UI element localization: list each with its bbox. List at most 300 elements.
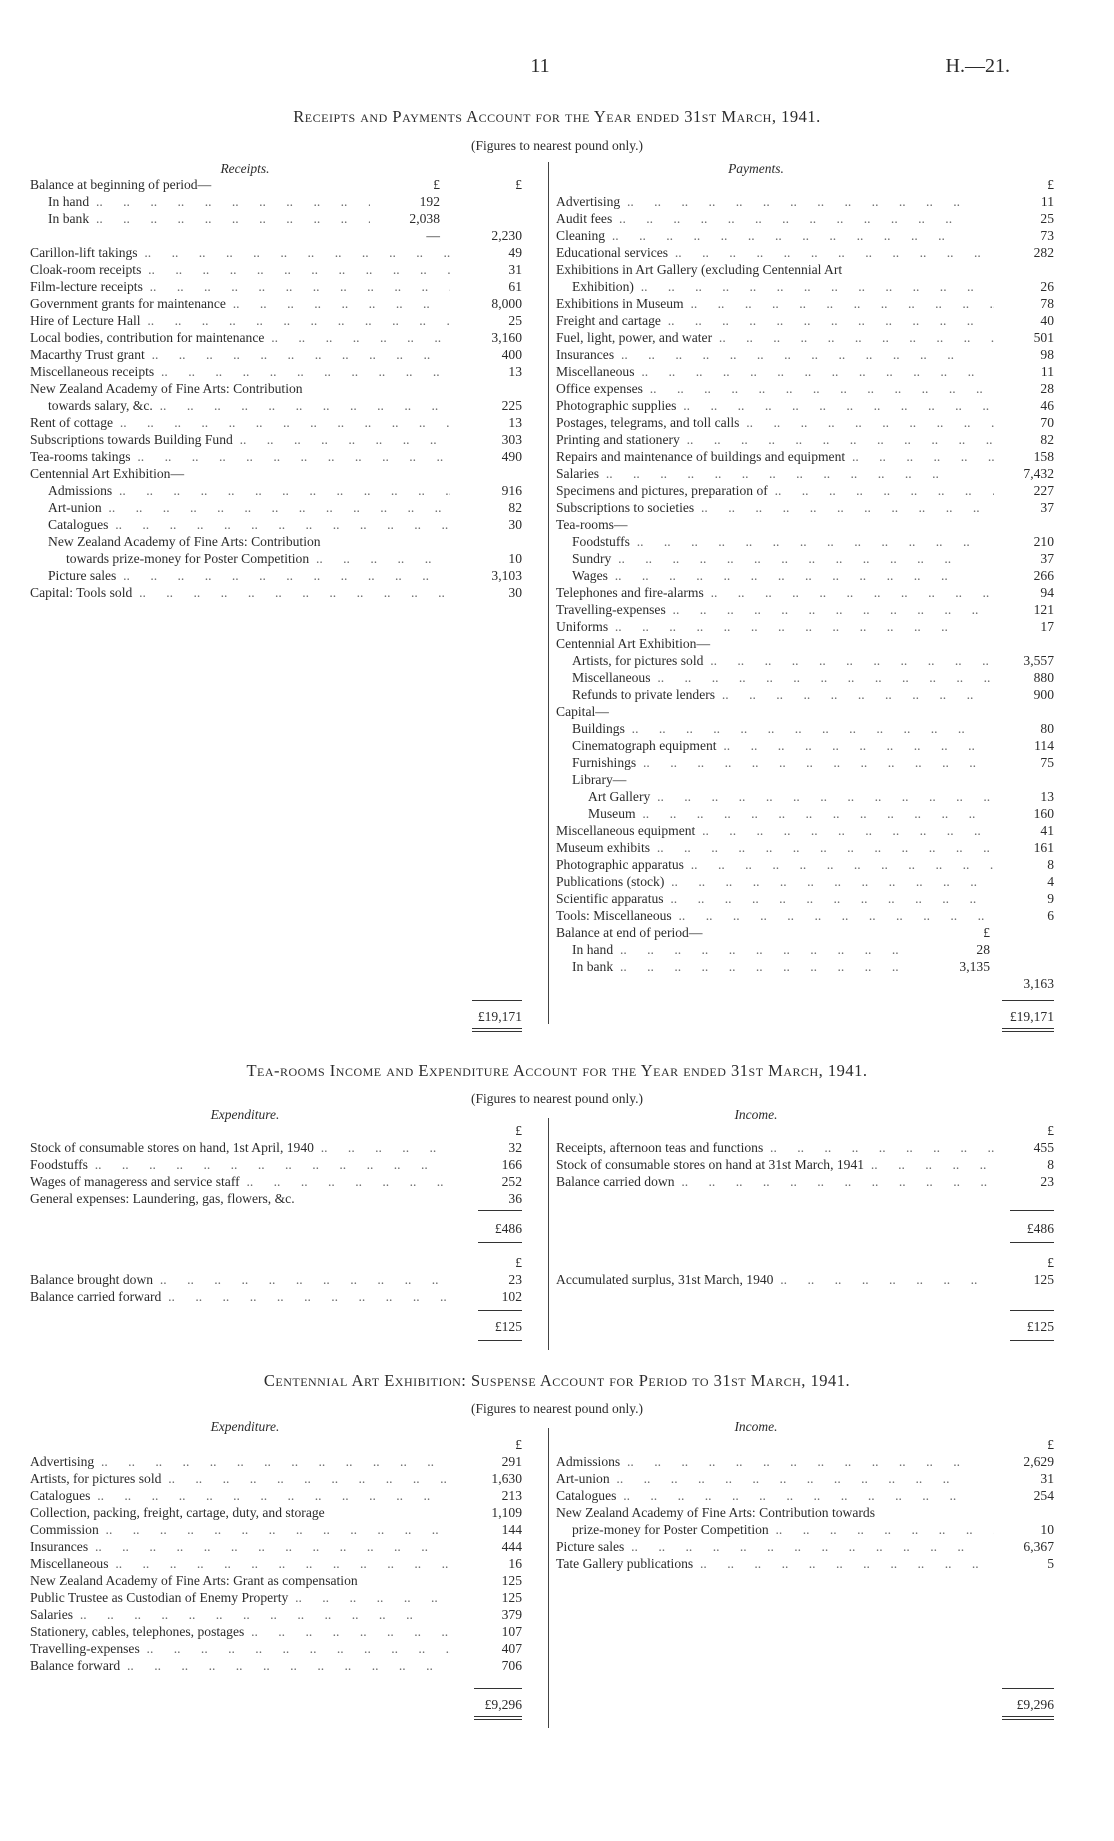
ledger-amount: 26 — [1040, 279, 1054, 294]
ledger-row — [30, 1173, 540, 1190]
ledger-amount: 75 — [1040, 755, 1054, 770]
ledger-item-label: Postages, telegrams, and toll calls .. — [556, 414, 994, 431]
ledger-amount: 303 — [501, 432, 522, 447]
ledger-amount: 2,230 — [491, 228, 522, 243]
ledger-amount: 80 — [1040, 721, 1054, 736]
total-double-rule — [1010, 1340, 1054, 1341]
ledger-row — [556, 907, 1054, 924]
ledger-item-label: Carillon-lift takings .. — [30, 244, 450, 261]
ledger-amount: £ — [515, 1437, 522, 1452]
ledger-row — [556, 1271, 1054, 1288]
ledger-row — [30, 533, 540, 550]
ledger-item-label: Wages of manageress and service staff .. — [30, 1173, 450, 1190]
ledger-row — [30, 1487, 540, 1504]
ledger-item-label: Subscriptions to societies .. — [556, 499, 994, 516]
ledger-row — [30, 1504, 540, 1521]
total-double-rule — [478, 1242, 522, 1243]
tearooms-expenditure-total: £486 — [494, 1221, 522, 1236]
ledger-amount: 11 — [1040, 364, 1054, 379]
ledger-item-label: Freight and cartage .. — [556, 312, 994, 329]
ledger-item-label: In bank .. — [572, 958, 914, 975]
ledger-row — [556, 193, 1054, 210]
ledger-item-label: Tea-rooms takings .. — [30, 448, 450, 465]
ledger-amount: 9 — [1047, 891, 1054, 906]
ledger-row — [30, 278, 540, 295]
ledger-amount: 8 — [1047, 857, 1054, 872]
ledger-row — [556, 856, 1054, 873]
ledger-item-label: Cinematograph equipment .. — [572, 737, 994, 754]
ledger-amount: 25 — [508, 313, 522, 328]
ledger-row — [30, 1190, 540, 1207]
ledger-row — [556, 822, 1054, 839]
ledger-item-label: Salaries .. — [556, 465, 994, 482]
ledger-row — [556, 533, 1054, 550]
ledger-item-label: Museum .. — [588, 805, 994, 822]
ledger-row — [556, 261, 1054, 278]
ledger-row — [556, 346, 1054, 363]
ledger-row — [556, 363, 1054, 380]
ledger-amount: 40 — [1040, 313, 1054, 328]
total-double-rule — [474, 1719, 522, 1720]
ledger-row — [30, 499, 540, 516]
ledger-item-label: Balance carried forward .. — [30, 1288, 450, 1305]
ledger-row — [30, 1555, 540, 1572]
ledger-item-label: New Zealand Academy of Fine Arts: Contribution towards — [556, 1505, 876, 1520]
ledger-item-label: Insurances .. — [556, 346, 994, 363]
ledger-item-label: Advertising .. — [30, 1453, 450, 1470]
ledger-amount: 8 — [1047, 1157, 1054, 1172]
ledger-amount: 6 — [1047, 908, 1054, 923]
ledger-subamount: 192 — [419, 194, 440, 209]
ledger-item-label: Capital: Tools sold .. — [30, 584, 450, 601]
ledger-item-label: Rent of cottage .. — [30, 414, 450, 431]
ledger-item-label: Accumulated surplus, 31st March, 1940 .. — [556, 1271, 994, 1288]
receipts-list — [30, 176, 540, 601]
tearooms-income-total: £486 — [1026, 1221, 1054, 1236]
ledger-item-label: Tools: Miscellaneous .. — [556, 907, 994, 924]
ledger-row — [556, 278, 1054, 295]
ledger-row — [30, 465, 540, 482]
ledger-row — [30, 227, 540, 244]
ledger-amount: 78 — [1040, 296, 1054, 311]
ledger-item-label: Photographic apparatus .. — [556, 856, 994, 873]
ledger-item-label: Art-union .. — [556, 1470, 994, 1487]
ledger-item-label: Artists, for pictures sold .. — [572, 652, 994, 669]
ledger-row — [556, 329, 1054, 346]
ledger-amount: £ — [515, 1255, 522, 1270]
column-divider — [548, 1118, 549, 1350]
ledger-item-label: Exhibitions in Museum .. — [556, 295, 994, 312]
receipts-payments-subtitle: (Figures to nearest pound only.) — [471, 138, 643, 153]
ledger-item-label: Miscellaneous .. — [30, 1555, 450, 1572]
ledger-item-label: Printing and stationery .. — [556, 431, 994, 448]
ledger-row — [556, 312, 1054, 329]
ledger-item-label: Admissions .. — [556, 1453, 994, 1470]
total-double-rule — [474, 1716, 522, 1717]
ledger-item-label: Cloak-room receipts .. — [30, 261, 450, 278]
ledger-amount: 213 — [501, 1488, 522, 1503]
ledger-amount: 407 — [501, 1641, 522, 1656]
ledger-item-label: prize-money for Poster Competition .. — [572, 1521, 994, 1538]
ledger-row — [30, 414, 540, 431]
document-reference: H.—21. — [945, 55, 1010, 77]
ledger-row — [30, 567, 540, 584]
ledger-row — [556, 618, 1054, 635]
ledger-row — [556, 176, 1054, 193]
ledger-amount: 3,163 — [1023, 976, 1054, 991]
ledger-row — [556, 465, 1054, 482]
ledger-item-label: Stock of consumable stores on hand, 1st April, 1940 .. — [30, 1139, 450, 1156]
centennial-expenditure-heading: Expenditure. — [210, 1419, 280, 1434]
ledger-item-label: Photographic supplies .. — [556, 397, 994, 414]
ledger-item-label: In bank .. — [48, 210, 370, 227]
ledger-item-label: Advertising .. — [556, 193, 994, 210]
ledger-amount: 880 — [1033, 670, 1054, 685]
ledger-row — [30, 397, 540, 414]
ledger-item-label: Educational services .. — [556, 244, 994, 261]
ledger-row — [556, 924, 1054, 941]
ledger-amount: 11 — [1040, 194, 1054, 209]
ledger-row — [556, 652, 1054, 669]
ledger-row — [30, 1288, 540, 1305]
ledger-item-label: Wages .. — [572, 567, 994, 584]
ledger-row — [556, 1470, 1054, 1487]
ledger-row — [30, 193, 540, 210]
ledger-row — [556, 958, 1054, 975]
tearooms-income-balance-list — [556, 1254, 1054, 1288]
ledger-amount: 166 — [501, 1157, 522, 1172]
ledger-amount: 46 — [1040, 398, 1054, 413]
ledger-row — [30, 1640, 540, 1657]
ledger-amount: 7,432 — [1023, 466, 1054, 481]
ledger-item-label: Exhibitions in Art Gallery (excluding Centennial Art — [556, 262, 843, 277]
ledger-amount: 125 — [1033, 1272, 1054, 1287]
ledger-row — [556, 635, 1054, 652]
ledger-row — [556, 686, 1054, 703]
ledger-item-label: In hand .. — [48, 193, 370, 210]
ledger-amount: 36 — [508, 1191, 522, 1206]
tearooms-title: Tea-rooms Income and Expenditure Account for the Year ended 31st March, 1941. — [246, 1061, 868, 1080]
ledger-row — [556, 244, 1054, 261]
ledger-amount: 94 — [1040, 585, 1054, 600]
ledger-item-label: Picture sales .. — [48, 567, 450, 584]
ledger-row — [30, 550, 540, 567]
ledger-amount: 23 — [508, 1272, 522, 1287]
ledger-item-label: In hand .. — [572, 941, 914, 958]
payments-total: £19,171 — [1009, 1009, 1054, 1024]
ledger-amount: 125 — [501, 1573, 522, 1588]
ledger-item-label: Miscellaneous .. — [572, 669, 994, 686]
total-rule — [1010, 1210, 1054, 1211]
ledger-amount: 23 — [1040, 1174, 1054, 1189]
total-double-rule — [472, 1031, 522, 1032]
ledger-item-label: Exhibition) .. — [572, 278, 994, 295]
ledger-item-label: Local bodies, contribution for maintenance .. — [30, 329, 450, 346]
ledger-item-label: Fuel, light, power, and water .. — [556, 329, 994, 346]
receipts-heading: Receipts. — [220, 161, 270, 176]
ledger-item-label: Art Gallery .. — [588, 788, 994, 805]
ledger-item-label: Stationery, cables, telephones, postages .. — [30, 1623, 450, 1640]
ledger-row — [30, 1572, 540, 1589]
ledger-item-label: Balance at end of period— — [556, 925, 703, 940]
ledger-item-label: New Zealand Academy of Fine Arts: Contribution — [30, 381, 303, 396]
ledger-item-label: Centennial Art Exhibition— — [556, 636, 711, 651]
ledger-row — [30, 1589, 540, 1606]
ledger-item-label: Balance forward .. — [30, 1657, 450, 1674]
ledger-row — [30, 329, 540, 346]
ledger-amount: 82 — [1040, 432, 1054, 447]
page-number: 11 — [530, 55, 550, 77]
ledger-item-label: Audit fees .. — [556, 210, 994, 227]
ledger-subamount: £ — [983, 925, 990, 940]
ledger-item-label: Repairs and maintenance of buildings and equipment .. — [556, 448, 994, 465]
ledger-item-label: Museum exhibits .. — [556, 839, 994, 856]
ledger-item-label: Stock of consumable stores on hand at 31st March, 1941 .. — [556, 1156, 994, 1173]
ledger-row — [556, 1555, 1054, 1572]
ledger-amount: 25 — [1040, 211, 1054, 226]
ledger-amount: 70 — [1040, 415, 1054, 430]
ledger-item-label: Government grants for maintenance .. — [30, 295, 450, 312]
ledger-item-label: Refunds to private lenders .. — [572, 686, 994, 703]
ledger-amount: 125 — [501, 1590, 522, 1605]
ledger-amount: 114 — [1034, 738, 1054, 753]
tearooms-expenditure-heading: Expenditure. — [210, 1107, 280, 1122]
ledger-row — [556, 873, 1054, 890]
centennial-income-total: £9,296 — [1016, 1697, 1054, 1712]
ledger-row — [556, 227, 1054, 244]
ledger-amount: 82 — [508, 500, 522, 515]
ledger-row — [556, 414, 1054, 431]
ledger-amount: 4 — [1047, 874, 1054, 889]
ledger-amount: 5 — [1047, 1556, 1054, 1571]
ledger-row — [556, 448, 1054, 465]
ledger-amount: 10 — [508, 551, 522, 566]
total-double-rule — [1002, 1028, 1054, 1029]
ledger-item-label: Art-union .. — [48, 499, 450, 516]
ledger-row — [556, 584, 1054, 601]
ledger-item-label: Travelling-expenses .. — [556, 601, 994, 618]
ledger-row — [556, 550, 1054, 567]
ledger-row — [30, 210, 540, 227]
ledger-amount: 121 — [1033, 602, 1054, 617]
ledger-row — [556, 720, 1054, 737]
ledger-item-label: Buildings .. — [572, 720, 994, 737]
ledger-item-label: Specimens and pictures, preparation of .. — [556, 482, 994, 499]
ledger-subamount: 28 — [976, 942, 990, 957]
ledger-item-label: Film-lecture receipts .. — [30, 278, 450, 295]
total-double-rule — [472, 1028, 522, 1029]
ledger-amount: £ — [1047, 1437, 1054, 1452]
ledger-row — [30, 516, 540, 533]
ledger-amount: 102 — [501, 1289, 522, 1304]
ledger-item-label: Furnishings .. — [572, 754, 994, 771]
ledger-amount: 32 — [508, 1140, 522, 1155]
ledger-row — [30, 1453, 540, 1470]
ledger-row — [556, 1504, 1054, 1521]
ledger-subamount: £ — [433, 177, 440, 192]
ledger-row — [556, 1521, 1054, 1538]
ledger-item-label: towards salary, &c. .. — [48, 397, 450, 414]
ledger-amount: 3,103 — [491, 568, 522, 583]
ledger-amount: 455 — [1033, 1140, 1054, 1155]
ledger-row — [556, 431, 1054, 448]
ledger-row — [556, 482, 1054, 499]
ledger-amount: 1,630 — [491, 1471, 522, 1486]
ledger-item-label: Uniforms .. — [556, 618, 994, 635]
ledger-item-label: General expenses: Laundering, gas, flowers, &c. — [30, 1191, 295, 1206]
ledger-row — [556, 1254, 1054, 1271]
ledger-item-label: Miscellaneous receipts .. — [30, 363, 450, 380]
ledger-row — [556, 499, 1054, 516]
ledger-row — [30, 1470, 540, 1487]
ledger-row — [30, 244, 540, 261]
ledger-row — [30, 1156, 540, 1173]
ledger-amount: 41 — [1040, 823, 1054, 838]
ledger-amount: 291 — [501, 1454, 522, 1469]
ledger-row — [556, 805, 1054, 822]
payments-heading: Payments. — [728, 161, 784, 176]
ledger-item-label: towards prize-money for Poster Competition .. — [66, 550, 450, 567]
ledger-amount: 6,367 — [1023, 1539, 1054, 1554]
ledger-amount: 161 — [1033, 840, 1054, 855]
ledger-item-label: Tate Gallery publications .. — [556, 1555, 994, 1572]
centennial-expenditure-list — [30, 1436, 540, 1674]
total-double-rule — [1010, 1242, 1054, 1243]
centennial-income-list — [556, 1436, 1054, 1572]
ledger-amount: 73 — [1040, 228, 1054, 243]
ledger-amount: 31 — [1040, 1471, 1054, 1486]
ledger-item-label: Salaries .. — [30, 1606, 450, 1623]
ledger-item-label: Balance at beginning of period— — [30, 177, 212, 192]
total-rule — [472, 1000, 522, 1001]
payments-list — [556, 176, 1054, 992]
ledger-row — [556, 295, 1054, 312]
ledger-amount: 2,629 — [1023, 1454, 1054, 1469]
ledger-amount: 916 — [501, 483, 522, 498]
ledger-item-label: Public Trustee as Custodian of Enemy Property .. — [30, 1589, 450, 1606]
ledger-row — [556, 601, 1054, 618]
ledger-item-label: Scientific apparatus .. — [556, 890, 994, 907]
ledger-row — [556, 839, 1054, 856]
ledger-amount: 900 — [1033, 687, 1054, 702]
ledger-item-label: Foodstuffs .. — [572, 533, 994, 550]
ledger-amount: 379 — [501, 1607, 522, 1622]
ledger-amount: £ — [515, 1123, 522, 1138]
total-double-rule — [1002, 1719, 1054, 1720]
column-divider — [548, 162, 549, 1024]
ledger-item-label: Office expenses .. — [556, 380, 994, 397]
tearooms-income-list — [556, 1122, 1054, 1190]
ledger-row — [556, 397, 1054, 414]
ledger-row — [556, 771, 1054, 788]
ledger-row — [556, 380, 1054, 397]
ledger-amount: 13 — [508, 364, 522, 379]
total-rule — [1010, 1310, 1054, 1311]
ledger-row — [556, 1436, 1054, 1453]
ledger-amount: 501 — [1033, 330, 1054, 345]
ledger-amount: 254 — [1033, 1488, 1054, 1503]
column-divider — [548, 1428, 549, 1728]
ledger-row — [30, 380, 540, 397]
ledger-row — [556, 1122, 1054, 1139]
ledger-row — [30, 482, 540, 499]
ledger-item-label: Collection, packing, freight, cartage, duty, and storage — [30, 1505, 325, 1520]
ledger-item-label: Capital— — [556, 704, 609, 719]
ledger-row — [556, 516, 1054, 533]
ledger-row — [556, 210, 1054, 227]
tearooms-subtitle: (Figures to nearest pound only.) — [471, 1091, 643, 1106]
ledger-item-label: Sundry .. — [572, 550, 994, 567]
ledger-item-label: Hire of Lecture Hall .. — [30, 312, 450, 329]
centennial-title: Centennial Art Exhibition: Suspense Account for Period to 31st March, 1941. — [263, 1371, 851, 1390]
ledger-amount: 17 — [1040, 619, 1054, 634]
ledger-subamount: 3,135 — [959, 959, 990, 974]
ledger-row — [30, 346, 540, 363]
ledger-row — [556, 1156, 1054, 1173]
ledger-subamount: — — [426, 228, 440, 243]
ledger-row — [556, 1487, 1054, 1504]
ledger-amount: 37 — [1040, 500, 1054, 515]
ledger-item-label: Balance carried down .. — [556, 1173, 994, 1190]
ledger-row — [30, 176, 540, 193]
ledger-item-label: Picture sales .. — [556, 1538, 994, 1555]
ledger-amount: 13 — [1040, 789, 1054, 804]
tearooms-income-balance-total: £125 — [1026, 1319, 1054, 1334]
ledger-amount: 1,109 — [491, 1505, 522, 1520]
ledger-item-label: Centennial Art Exhibition— — [30, 466, 185, 481]
centennial-subtitle: (Figures to nearest pound only.) — [471, 1401, 643, 1416]
ledger-item-label: New Zealand Academy of Fine Arts: Contribution — [48, 534, 321, 549]
total-rule — [1002, 1688, 1054, 1689]
ledger-item-label: Catalogues .. — [48, 516, 450, 533]
ledger-row — [556, 788, 1054, 805]
ledger-amount: £ — [1047, 1123, 1054, 1138]
ledger-amount: 30 — [508, 585, 522, 600]
ledger-item-label: Travelling-expenses .. — [30, 1640, 450, 1657]
ledger-item-label: Catalogues .. — [30, 1487, 450, 1504]
ledger-subamount: 2,038 — [409, 211, 440, 226]
ledger-amount: 400 — [501, 347, 522, 362]
tearooms-income-heading: Income. — [734, 1107, 778, 1122]
centennial-expenditure-total: £9,296 — [484, 1697, 522, 1712]
ledger-amount: 227 — [1033, 483, 1054, 498]
ledger-amount: 444 — [501, 1539, 522, 1554]
ledger-row — [30, 295, 540, 312]
ledger-amount: 49 — [508, 245, 522, 260]
ledger-item-label: Receipts, afternoon teas and functions .. — [556, 1139, 994, 1156]
centennial-income-heading: Income. — [734, 1419, 778, 1434]
ledger-row — [30, 1657, 540, 1674]
ledger-amount: 210 — [1033, 534, 1054, 549]
ledger-item-label: Commission .. — [30, 1521, 450, 1538]
total-double-rule — [1002, 1031, 1054, 1032]
ledger-amount: 98 — [1040, 347, 1054, 362]
ledger-row — [556, 737, 1054, 754]
total-double-rule — [478, 1340, 522, 1341]
ledger-amount: 16 — [508, 1556, 522, 1571]
ledger-row — [556, 1453, 1054, 1470]
ledger-amount: 158 — [1033, 449, 1054, 464]
ledger-row — [556, 890, 1054, 907]
ledger-item-label: Macarthy Trust grant .. — [30, 346, 450, 363]
ledger-amount: 266 — [1033, 568, 1054, 583]
ledger-row — [30, 1606, 540, 1623]
ledger-item-label: Miscellaneous equipment .. — [556, 822, 994, 839]
ledger-row — [30, 1254, 540, 1271]
ledger-row — [30, 1122, 540, 1139]
ledger-amount: 490 — [501, 449, 522, 464]
ledger-row — [30, 261, 540, 278]
